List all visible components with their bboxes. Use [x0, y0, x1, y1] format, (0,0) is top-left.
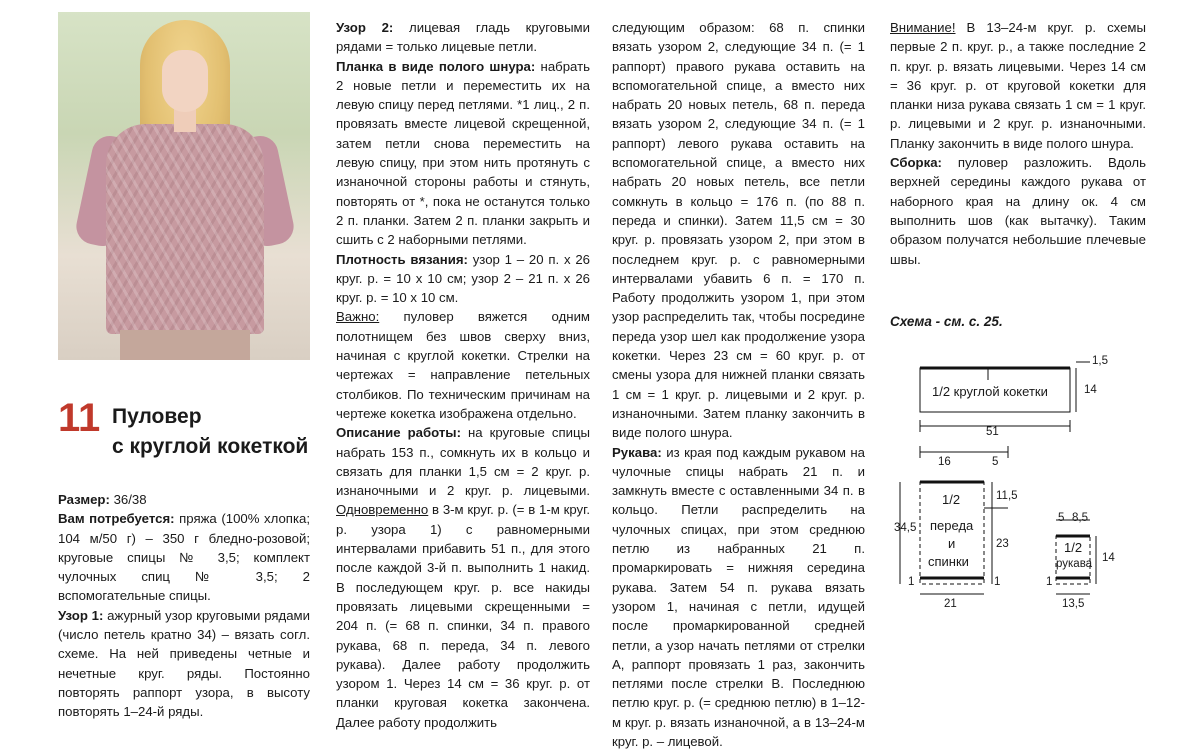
yoke-label: 1/2 круглой кокетки — [932, 384, 1048, 399]
sleeves-label: Рукава: — [612, 444, 662, 460]
sleeve-half-label: 1/2 — [1064, 540, 1083, 555]
note-text: пуловер вяжется одним полотнищем без швов сверху вниз, начиная с круглой кокетки. Стрелки на чертежах = направление петельных столбиков. По техническим причинам на чертеже кокетка изображена отдельно. — [336, 309, 590, 421]
sleeves-text: из края под каждым рукавом на чулочные спицы набрать 21 п. и замкнуть вместе с оставленными 34 п. в кольцо. Петли распределить на чулочных спицах, при этом среднюю петлю из набранных 21 п. промаркировать = нижняя середина рукава. Затем 54 п. рукава вязать узором 1, начиная с петли, идущей после промаркированной средней петли, а узор начать петлями от стрелки А, раппорт провязать 1 раз, закончить петлями после стрелки В. Последнюю петлю круг. р. (= среднюю петлю) в 1–12-м круг. р. вязать изнаночной, а в 13–24-м круг. р. – лицевой. — [612, 444, 865, 749]
needs-paragraph — [58, 509, 310, 605]
pattern-name — [112, 402, 322, 462]
assembly-paragraph — [890, 153, 1146, 269]
work-text-1: на круговые спицы набрать 153 п., сомкнуть их в кольцо и связать для планки 1,5 см = 2 круг. р. изнаночными и 2 круг. р. лицевыми. — [336, 425, 590, 499]
body-bottom-value: 21 — [944, 598, 957, 610]
column-4 — [890, 18, 1146, 269]
note-label: Важно: — [336, 309, 380, 325]
sleeve-bottom-value: 13,5 — [1062, 598, 1085, 610]
assembly-label: Сборка: — [890, 155, 942, 171]
body-side-value: 34,5 — [894, 522, 917, 534]
attention-paragraph — [890, 18, 1146, 153]
sleeve-height-value: 14 — [1102, 552, 1115, 564]
body-lower-value: 23 — [996, 538, 1009, 550]
product-photo — [58, 12, 310, 360]
continue-paragraph: следующим образом: 68 п. спинки вязать узором 2, следующие 34 п. (= 1 раппорт) правого рукава оставить на вспомогательной спице, а вместо них набрать 20 новых петель, 68 п. переда вязать узором 2, следующие 34 п. (= 1 раппорт) левого рукава оставить на вспомогательной спице, а вместо них набрать 20 новых петель, все петли сомкнуть в кольцо = 176 п. (по 88 п. переда и спинки). Затем 11,5 см = 30 круг. р. провязать узором 2, при этом в последнем круг. р. с равномерными интервалами убавить 6 п. = 170 п. Работу продолжить узором 1, при этом узор распределить так, чтобы посредине переда узор шел как продолжение узора кокетки. Через 23 см = 60 круг. р. от смены узора для нижней планки связать 1 см = 1 круг. р. лицевыми и 2 круг. р. изнаночными. Затем планку закончить в виде полого шнура. — [612, 20, 865, 441]
work-simultaneous: Одновременно — [336, 502, 429, 518]
body-hem-left: 1 — [908, 576, 915, 588]
pattern-diagram — [880, 350, 1120, 620]
title-line-1: Пуловер — [112, 405, 202, 428]
size-paragraph — [58, 490, 310, 509]
work-paragraph — [336, 423, 590, 732]
sweater — [106, 124, 264, 334]
sleeve-top-left-value: 5 — [1058, 512, 1065, 524]
pattern2-label: Узор 2: — [336, 20, 394, 35]
sleeve-hem-value: 1 — [1046, 576, 1053, 588]
gauge-label: Плотность вязания: — [336, 251, 468, 267]
needs-label: Вам потребуется: — [58, 511, 175, 527]
cord-paragraph — [336, 57, 590, 250]
cord-text: набрать 2 новые петли и переместить их на левую спицу перед петлями. *1 лиц., 2 п. провязать вместе лицевой скрещенной, затем петли снова переместить на левую спицу, при этом нить протянуть с изнаночной стороны работы и стянуть, повторять от *, пока не останутся только 2 п. планки. Затем 2 п. планки закрыть и сшить с 2 наборными петлями. — [336, 58, 591, 248]
sleeves-paragraph — [612, 443, 865, 751]
body-label-3: спинки — [928, 554, 969, 569]
yoke-top-value: 1,5 — [1092, 355, 1108, 367]
body-label-1: переда — [930, 518, 974, 533]
note-paragraph — [336, 307, 590, 423]
pattern2-text: лицевая гладь круговыми рядами = только лицевые петли. — [336, 20, 590, 55]
column-1 — [58, 490, 310, 722]
pattern1-text: ажурный узор круговыми рядами (число петель кратно 34) – вязать согл. схеме. На ней приведены четные и нечетные круг. ряды. Постоянно повторять раппорт узора, в высоту повторять 1–24-й ряды. — [58, 607, 310, 720]
assembly-text: пуловер разложить. Вдоль верхней середины каждого рукава от наборного края на длину ок. 4 см выполнить шов (как вытачку). Таким образом получатся небольшие плечевые швы. — [890, 155, 1146, 267]
sleeve-label: рукава — [1056, 558, 1093, 570]
model-face — [162, 50, 208, 112]
pattern-number: 11 — [58, 396, 101, 440]
attention-label: Внимание! — [890, 20, 956, 35]
attention-text: В 13–24-м круг. р. схемы первые 2 п. круг. р., а также последние 2 п. круг. р. вязать лицевыми. Через 14 см = 36 круг. р. от круговой кокетки для планки низа рукава связать 1 см = 1 круг. р. лицевыми и 2 круг. р. изнаночными. Планку закончить в виде полого шнура. — [890, 20, 1146, 151]
body-label-2: и — [948, 536, 956, 551]
body-upper-value: 11,5 — [996, 490, 1018, 502]
gauge-text: узор 1 – 20 п. х 26 круг. р. = 10 х 10 см; узор 2 – 21 п. х 26 круг. р. = 10 х 10 см. — [336, 251, 590, 306]
size-value: 36/38 — [113, 492, 147, 507]
body-top-right-value: 5 — [992, 456, 999, 468]
yoke-width-value: 51 — [986, 426, 999, 438]
schema-reference: Схема - см. с. 25. — [890, 314, 1003, 329]
work-text-2: в 3-м круг. р. (= в 1-м круг. р. узора 1) с равномерными интервалами прибавить 51 п., для этого после каждой 3-й п. выполнить 1 накид. В последующем круг. р. все накиды провязать лицевыми скрещенными = 204 п. (= 68 п. спинки, 34 п. правого рукава, 68 п. переда, 34 п. левого рукава). Далее работу продолжить узором 1. Через 14 см = 36 круг. р. от планки круговая кокетка закончена. Далее работу продолжить — [336, 502, 590, 730]
body-half-label: 1/2 — [942, 492, 961, 507]
column-3 — [612, 18, 865, 751]
size-label: Размер: — [58, 492, 110, 507]
body-hem-right: 1 — [994, 576, 1001, 588]
pattern1-label: Узор 1: — [58, 607, 104, 623]
column-2 — [336, 18, 590, 732]
title-line-2: с круглой кокеткой — [112, 435, 309, 458]
skirt — [120, 330, 250, 360]
gauge-paragraph — [336, 250, 590, 308]
body-top-left-value: 16 — [938, 456, 951, 468]
pattern2-paragraph — [336, 18, 590, 57]
work-label: Описание работы: — [336, 425, 461, 441]
yoke-height-value: 14 — [1084, 384, 1097, 396]
sleeve-top-right-value: 8,5 — [1072, 512, 1088, 524]
pattern1-paragraph — [58, 606, 310, 722]
cord-label: Планка в виде полого шнура: — [336, 58, 536, 74]
needs-text: пряжа (100% хлопка; 104 м/50 г) – 350 г бледно-розовой; круговые спицы № 3,5; комплект чулочных спиц № 3,5; 2 вспомогательные спицы. — [58, 511, 311, 604]
